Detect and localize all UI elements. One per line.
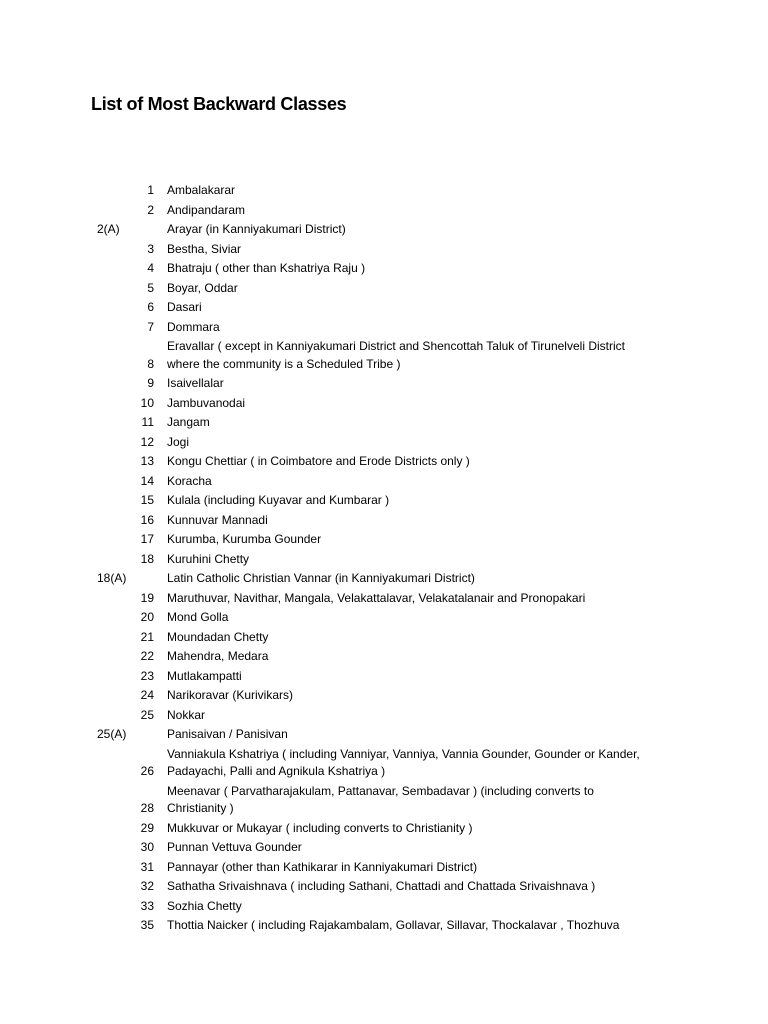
list-item [0,550,768,570]
item-text: Ambalakarar [167,183,236,197]
list-item [0,298,768,318]
list-item [0,725,768,745]
item-number: 22 [140,649,154,663]
page-title: List of Most Backward Classes [91,94,347,114]
list-item [0,706,768,726]
item-text: Andipandaram [167,202,246,217]
item-number: 23 [140,668,154,683]
item-number: 2 [147,202,154,217]
item-text: Mahendra, Medara [167,649,269,663]
item-text: Kulala (including Kuyavar and Kumbarar ) [167,493,390,507]
item-text: Jangam [167,415,210,429]
list-item [0,589,768,609]
list-item [0,259,768,279]
list-item [0,318,768,338]
item-text: Kurumba, Kurumba Gounder [167,532,322,546]
item-text: Kuruhini Chetty [167,551,250,566]
list-item [0,628,768,648]
item-number: 20 [140,610,154,624]
item-number: 3 [147,241,154,256]
item-number: 4 [147,261,154,275]
item-text: Bhatraju ( other than Kshatriya Raju ) [167,261,366,275]
item-text: Sathatha Srivaishnava ( including Sathani, Chattadi and Chattada Srivaishnava ) [167,879,596,893]
item-text: Dommara [167,319,220,334]
item-text: Mukkuvar or Mukayar ( including converts to Christianity ) [167,820,473,835]
list-item [0,511,768,531]
sub-item-number: 2(A) [97,222,120,236]
list-item [0,220,768,240]
item-number: 19 [140,590,154,605]
item-text: Jogi [167,434,190,449]
item-text: Koracha [167,473,212,488]
sub-item-number: 25(A) [97,727,127,741]
class-list [0,181,768,936]
list-item [0,491,768,511]
item-text: Panisaivan / Panisivan [167,727,288,741]
item-number: 24 [140,688,154,702]
item-text: Maruthuvar, Navithar, Mangala, Velakattalavar, Velakatalanair and Pronopakari [167,590,586,605]
list-item [0,181,768,201]
item-text: Eravallar ( except in Kanniyakumari District and Shencottah Taluk of Tirunelveli District where the community is a Scheduled Tribe ) [167,339,625,371]
item-number: 6 [147,300,154,314]
list-item [0,877,768,897]
item-number: 9 [147,376,154,390]
item-number: 15 [140,493,154,507]
item-number: 13 [140,454,154,468]
list-item [0,201,768,221]
item-number: 33 [140,898,154,913]
list-item [0,608,768,628]
item-text: Nokkar [167,707,206,722]
list-item [0,647,768,667]
item-number: 5 [147,280,154,295]
list-item [0,394,768,414]
item-text: Latin Catholic Christian Vannar (in Kanniyakumari District) [167,571,475,585]
item-number: 8 [147,356,154,371]
item-text: Punnan Vettuva Gounder [167,840,302,854]
list-item [0,858,768,878]
list-item [0,337,768,374]
item-number: 25 [140,707,154,722]
item-number: 35 [140,918,154,932]
item-text: Narikoravar (Kurivikars) [167,688,294,702]
item-number: 17 [140,532,154,546]
item-text: Meenavar ( Parvatharajakulam, Pattanavar, Sembadavar ) (including converts to Christianity ) [167,783,594,815]
item-text: Kunnuvar Mannadi [167,512,268,527]
item-text: Dasari [167,300,202,314]
list-item [0,686,768,706]
list-item [0,452,768,472]
item-text: Arayar (in Kanniyakumari District) [167,222,346,236]
item-number: 12 [140,434,154,449]
list-item [0,279,768,299]
item-text: Jambuvanodai [167,395,246,410]
list-item [0,433,768,453]
item-text: Vanniakula Kshatriya ( including Vanniyar, Vanniya, Vannia Gounder, Gounder or Kander, Padayachi, Palli and Agnikula Kshatriya ) [167,746,640,778]
item-number: 28 [140,801,154,815]
item-number: 11 [141,415,154,429]
list-item [0,667,768,687]
item-text: Sozhia Chetty [167,898,242,913]
item-text: Mond Golla [167,610,229,624]
item-number: 29 [140,820,154,835]
sub-item-number: 18(A) [97,571,127,585]
list-item [0,569,768,589]
item-number: 16 [140,512,154,527]
item-text: Thottia Naicker ( including Rajakambalam, Gollavar, Sillavar, Thockalavar , Thozhuva [167,918,620,932]
list-item [0,916,768,936]
item-text: Kongu Chettiar ( in Coimbatore and Erode Districts only ) [167,454,470,468]
item-number: 26 [140,764,154,778]
list-item [0,838,768,858]
item-number: 18 [140,551,154,566]
item-number: 1 [147,183,154,197]
list-item [0,745,768,782]
item-text: Mutlakampatti [167,668,242,683]
list-item [0,413,768,433]
item-text: Moundadan Chetty [167,629,269,644]
list-item [0,819,768,839]
list-item [0,472,768,492]
list-item [0,782,768,819]
item-text: Bestha, Siviar [167,241,242,256]
list-item [0,530,768,550]
item-number: 21 [140,629,154,644]
item-number: 7 [147,319,154,334]
list-item [0,897,768,917]
list-item [0,374,768,394]
item-text: Isaivellalar [167,376,224,390]
item-number: 32 [140,879,154,893]
item-text: Pannayar (other than Kathikarar in Kanniyakumari District) [167,859,478,874]
list-item [0,240,768,260]
item-number: 10 [140,395,154,410]
item-number: 31 [140,859,154,874]
item-number: 30 [140,840,154,854]
item-number: 14 [140,473,154,488]
item-text: Boyar, Oddar [167,280,238,295]
